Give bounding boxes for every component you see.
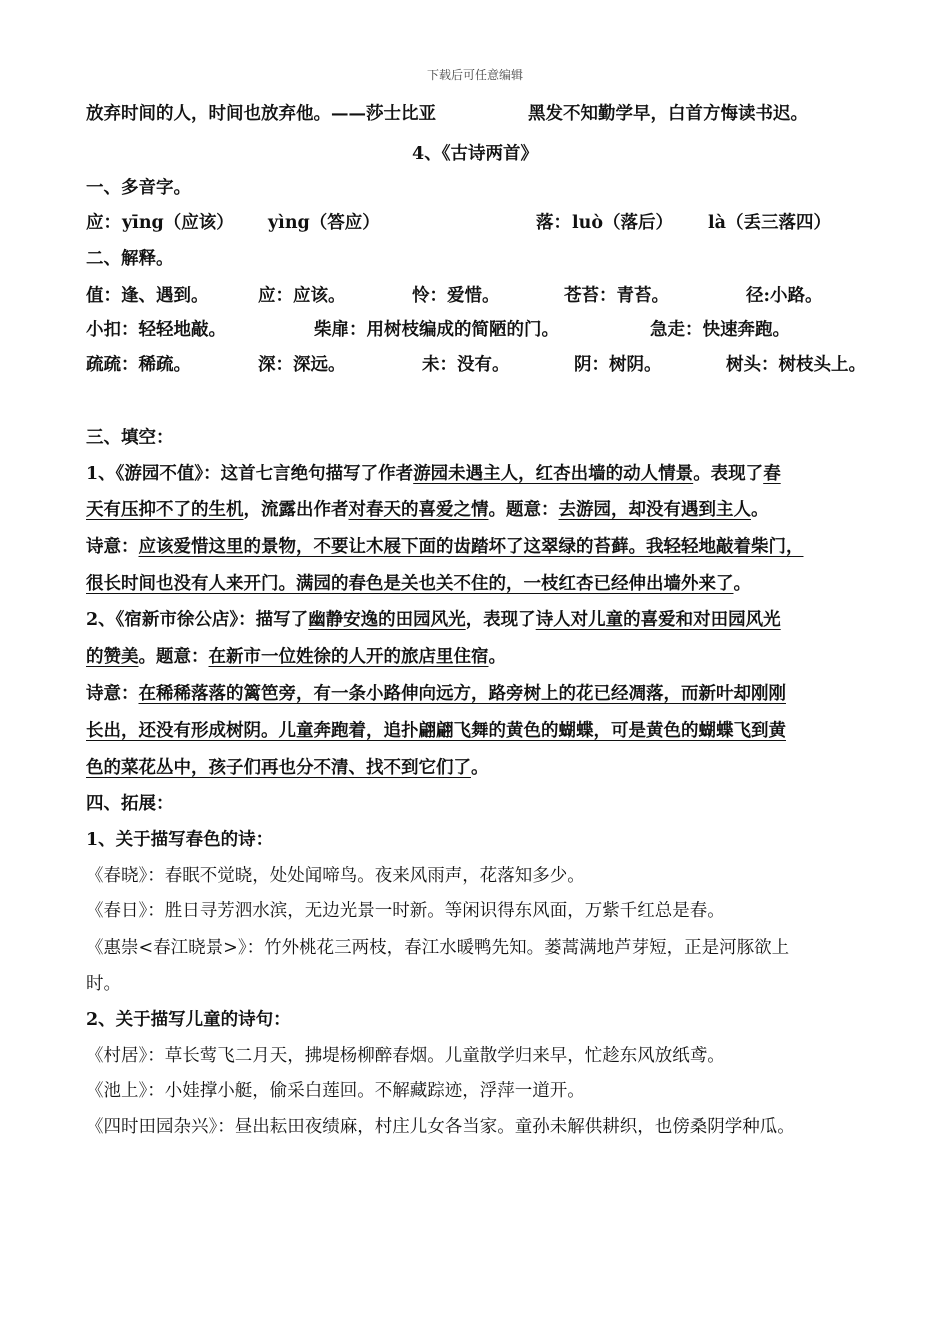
poem2-answer-feeling: 的赞美: [86, 647, 139, 667]
poem2-text: 。: [471, 758, 489, 778]
explanation-item: 急走：快速奔跑。: [650, 320, 790, 340]
explanation-item: 应：应该。: [258, 286, 346, 306]
poem1-meaning-answer: 应该爱惜这里的景物，不要让木屐下面的齿踏坏了这翠绿的苔藓。我轻轻地敲着柴门，: [138, 537, 804, 557]
ying-char: 应：: [86, 213, 121, 233]
poem1-answer-topic: 去游园，却没有遇到主人: [558, 500, 751, 520]
poem-line: 《春晓》：春眠不觉晓，处处闻啼鸟。夜来风雨声，花落知多少。: [86, 866, 585, 886]
poem1-answer-spring: 春: [763, 464, 781, 484]
ying-reading-1: yīng（应该）: [122, 213, 234, 233]
luo-reading-2: là（丢三落四）: [708, 213, 831, 233]
lesson-title: 4、《古诗两首》: [412, 144, 538, 164]
poem1-text: 。表现了: [693, 464, 764, 484]
poem1-meaning-line-2: [86, 572, 886, 596]
poem1-text: 。: [751, 500, 769, 520]
poem1-answer-spring: 天有压抑不了的生机: [86, 500, 244, 520]
poem1-text: 1、《游园不值》：这首七言绝句描写了作者: [86, 464, 414, 484]
poem2-text: 2、《宿新市徐公店》：描写了: [86, 610, 309, 630]
quote-right: 黑发不知勤学早，白首方悔读书迟。: [528, 104, 808, 124]
poem1-text: 。: [733, 574, 751, 594]
explanation-item: 小扣：轻轻地敲。: [86, 320, 226, 340]
poem-line: 时。: [86, 974, 121, 994]
poem2-summary-line-1: [86, 608, 886, 632]
section-heading-explanations: 二、解释。: [86, 249, 174, 269]
section-heading-fill-in: 三、填空：: [86, 428, 174, 448]
explanation-item: 苍苔：青苔。: [564, 286, 669, 306]
explanation-item: 怜：爱惜。: [412, 286, 500, 306]
extension-subheading-spring: 1、关于描写春色的诗：: [86, 830, 274, 850]
poem2-answer-feeling: 诗人对儿童的喜爱和对田园风光: [535, 610, 781, 630]
explanation-item: 阴：树阴。: [574, 355, 662, 375]
meaning-label: 诗意：: [86, 684, 139, 704]
poem2-meaning-answer: 色的菜花丛中，孩子们再也分不清、找不到它们了: [86, 758, 471, 778]
explanation-item: 柴扉：用树枝编成的简陋的门。: [314, 320, 559, 340]
section-heading-extension: 四、拓展：: [86, 794, 174, 814]
luo-char: 落：: [536, 213, 571, 233]
poem2-summary-line-2: [86, 645, 886, 669]
quote-left: 放弃时间的人，时间也放弃他。——莎士比亚: [86, 104, 436, 124]
explanation-item: 未：没有。: [422, 355, 510, 375]
poem-line: 《春日》：胜日寻芳泗水滨，无边光景一时新。等闲识得东风面，万紫千红总是春。: [86, 901, 725, 921]
explanation-item: 树头：树枝头上。: [726, 355, 866, 375]
poem1-summary-line-1: [86, 462, 886, 486]
poem1-text: 。题意：: [488, 500, 559, 520]
poem1-text: ，流露出作者: [243, 500, 349, 520]
poem2-text: 。题意：: [138, 647, 209, 667]
poem2-answer-topic: 在新市一位姓徐的人开的旅店里住宿: [208, 647, 489, 667]
poem-line: 《池上》：小娃撑小艇，偷采白莲回。不解藏踪迹，浮萍一道开。: [86, 1081, 585, 1101]
extension-subheading-children: 2、关于描写儿童的诗句：: [86, 1010, 291, 1030]
poem1-summary-line-2: [86, 498, 886, 522]
poem2-meaning-answer: 长出，还没有形成树阴。儿童奔跑着，追扑翩翩飞舞的黄色的蝴蝶，可是黄色的蝴蝶飞到黄: [86, 721, 786, 741]
poem-line: 《四时田园杂兴》：昼出耘田夜绩麻，村庄儿女各当家。童孙未解供耕织，也傍桑阴学种瓜。: [86, 1117, 795, 1137]
poem1-meaning-line-1: [86, 535, 886, 559]
page-header: 下载后可任意编辑: [426, 68, 523, 82]
poem2-text: 。: [488, 647, 506, 667]
poem2-text: ，表现了: [465, 610, 536, 630]
explanation-item: 深：深远。: [258, 355, 346, 375]
explanation-item: 径:小路。: [746, 286, 823, 306]
luo-reading-1: luò（落后）: [572, 213, 674, 233]
section-heading-polyphones: 一、多音字。: [86, 178, 191, 198]
poem2-meaning-line-2: [86, 719, 886, 743]
explanation-item: 值：逢、遇到。: [86, 286, 209, 306]
poem2-meaning-answer: 在稀稀落落的篱笆旁，有一条小路伸向远方，路旁树上的花已经凋落，而新叶却刚刚: [138, 684, 786, 704]
poem-line: 《村居》：草长莺飞二月天，拂堤杨柳醉春烟。儿童散学归来早，忙趁东风放纸鸢。: [86, 1046, 725, 1066]
poem1-answer-feeling: 对春天的喜爱之情: [348, 500, 489, 520]
ying-reading-2: yìng（答应）: [268, 213, 380, 233]
poem2-meaning-line-1: [86, 682, 886, 706]
explanation-item: 疏疏：稀疏。: [86, 355, 191, 375]
poem1-meaning-answer: 很长时间也没有人来开门。满园的春色是关也关不住的，一枝红杏已经伸出墙外来了: [86, 574, 734, 594]
poem2-meaning-line-3: [86, 756, 886, 780]
poem-line: 《惠崇<春江晓景>》：竹外桃花三两枝，春江水暖鸭先知。蒌蒿满地芦芽短，正是河豚欲上: [86, 938, 790, 958]
poem2-answer-scene: 幽静安逸的田园风光: [308, 610, 466, 630]
poem1-answer-scene: 游园未遇主人，红杏出墙的动人情景: [413, 464, 694, 484]
meaning-label: 诗意：: [86, 537, 139, 557]
